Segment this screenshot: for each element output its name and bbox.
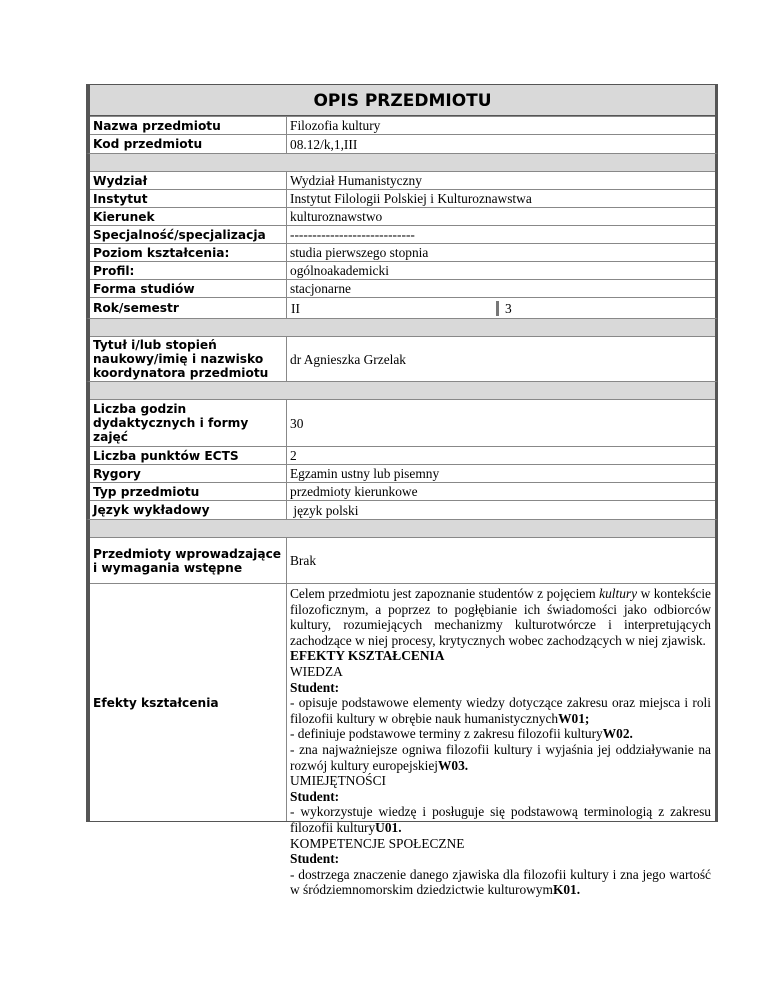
outcome-w02-text: - definiuje podstawowe terminy z zakresu filozofii kultury <box>290 726 603 742</box>
course-type-label: Typ przedmiotu <box>90 483 287 500</box>
course-type-value: przedmioty kierunkowe <box>290 484 418 499</box>
student-label-1: Student: <box>290 679 340 695</box>
outcome-k01-text: - dostrzega znaczenie danego zjawiska dla filozofii kultury i zna jego wartość w śródziemnomorskim dziedzictwie kulturowym <box>290 866 711 898</box>
aim-text-end: w kontekście filozoficznym, a poprzez to pogłębianie ich świadomości jako odbiorców kultury, rozumiejących mechanizmy kulturotwórcze i interpretujących zachodzące w niej procesy, krytycznych wobec zachodzących w niej zjawisk. <box>290 586 711 648</box>
profile-label: Profil: <box>90 262 287 279</box>
row-profile <box>90 261 715 279</box>
row-ects <box>90 446 715 464</box>
outcome-w02-code: W02. <box>602 726 633 742</box>
requirements-label: Rygory <box>90 465 287 482</box>
requirements-value: Egzamin ustny lub pisemny <box>290 466 440 481</box>
outcome-w03-code: W03. <box>438 757 469 773</box>
level-value: studia pierwszego stopnia <box>290 245 429 260</box>
coordinator-table <box>86 336 718 381</box>
year-value: II <box>287 301 499 316</box>
aim-text-italic: kultury <box>599 586 638 601</box>
ects-value: 2 <box>290 448 297 463</box>
prerequisites-table <box>86 537 718 583</box>
language-value: język polski <box>290 502 359 518</box>
course-name-label: Nazwa przedmiotu <box>90 117 287 134</box>
row-study-form <box>90 279 715 297</box>
faculty-label: Wydział <box>90 172 287 189</box>
page-title: OPIS PRZEDMIOTU <box>86 84 718 116</box>
course-aim-paragraph <box>290 586 711 648</box>
learning-outcomes-text <box>287 584 715 898</box>
outcome-w02 <box>290 726 711 742</box>
row-course-code <box>90 134 715 153</box>
specialization-value: ---------------------------- <box>290 227 415 242</box>
learning-outcomes-table <box>86 583 718 898</box>
field-label: Kierunek <box>90 208 287 225</box>
competences-heading: KOMPETENCJE SPOŁECZNE <box>290 835 465 851</box>
row-institute <box>90 189 715 207</box>
prerequisites-label: Przedmioty wprowadzające i wymagania wstępne <box>90 538 287 583</box>
course-description-form <box>86 84 718 898</box>
study-form-label: Forma studiów <box>90 280 287 297</box>
row-course-name <box>90 116 715 134</box>
year-semester-cell <box>287 298 715 318</box>
institute-value: Instytut Filologii Polskiej i Kulturoznawstwa <box>290 191 532 206</box>
level-label: Poziom kształcenia: <box>90 244 287 261</box>
ects-label: Liczba punktów ECTS <box>90 447 287 464</box>
outcome-w03-text: - zna najważniejsze ogniwa filozofii kultury i wyjaśnia jej oddziaływanie na rozwój kultury europejskiej <box>290 741 711 773</box>
row-year-semester <box>90 297 715 318</box>
row-specialization <box>90 225 715 243</box>
row-field <box>90 207 715 225</box>
row-prerequisites <box>90 537 715 583</box>
learning-outcomes-label: Efekty kształcenia <box>90 584 287 821</box>
semester-value: 3 <box>505 300 512 316</box>
course-code-label: Kod przedmiotu <box>90 135 287 153</box>
section-separator <box>86 381 718 399</box>
outcome-w01-code: W01; <box>558 710 590 726</box>
outcome-u01 <box>290 804 711 835</box>
row-level <box>90 243 715 261</box>
specialization-label: Specjalność/specjalizacja <box>90 226 287 243</box>
row-faculty <box>90 171 715 189</box>
skills-heading: UMIEJĘTNOŚCI <box>290 773 386 789</box>
row-requirements <box>90 464 715 482</box>
coordinator-value: dr Agnieszka Grzelak <box>290 351 407 367</box>
knowledge-heading: WIEDZA <box>290 663 343 679</box>
course-code-value: 08.12/k,1,III <box>290 136 358 152</box>
institute-label: Instytut <box>90 190 287 207</box>
hours-table <box>86 399 718 519</box>
section-separator <box>86 519 718 537</box>
profile-value: ogólnoakademicki <box>290 263 389 278</box>
outcome-w03 <box>290 742 711 773</box>
row-hours <box>90 399 715 446</box>
hours-value: 30 <box>290 415 304 431</box>
section-separator <box>86 153 718 171</box>
student-label-2: Student: <box>290 788 340 804</box>
prerequisites-value: Brak <box>290 553 317 568</box>
outcome-w01 <box>290 695 711 726</box>
row-course-type <box>90 482 715 500</box>
faculty-value: Wydział Humanistyczny <box>290 173 422 188</box>
outcome-k01-code: K01. <box>552 882 581 898</box>
field-value: kulturoznawstwo <box>290 209 383 224</box>
outcome-u01-code: U01. <box>375 819 402 835</box>
faculty-table <box>86 171 718 318</box>
hours-label: Liczba godzin dydaktycznych i formy zajęć <box>90 400 287 446</box>
year-semester-label: Rok/semestr <box>90 298 287 318</box>
aim-text-start: Celem przedmiotu jest zapoznanie studentów z pojęciem <box>290 586 600 601</box>
course-name-value: Filozofia kultury <box>290 118 381 133</box>
outcomes-heading: EFEKTY KSZTAŁCENIA <box>290 648 445 664</box>
outcome-w01-text: - opisuje podstawowe elementy wiedzy dotyczące zakresu oraz miejsca i roli filozofii kultury w obrębie nauk humanistycznych <box>290 695 711 726</box>
outcome-k01 <box>290 867 711 898</box>
coordinator-label: Tytuł i/lub stopień naukowy/imię i nazwisko koordynatora przedmiotu <box>90 337 287 381</box>
language-label: Język wykładowy <box>90 501 287 519</box>
basic-info-table <box>86 116 718 153</box>
row-coordinator <box>90 336 715 381</box>
outcome-u01-text: - wykorzystuje wiedzę i posługuje się podstawową terminologią z zakresu filozofii kultury <box>290 804 711 835</box>
student-label-3: Student: <box>290 851 340 867</box>
study-form-value: stacjonarne <box>290 281 351 296</box>
row-language <box>90 500 715 519</box>
section-separator <box>86 318 718 336</box>
row-learning-outcomes <box>90 583 715 898</box>
